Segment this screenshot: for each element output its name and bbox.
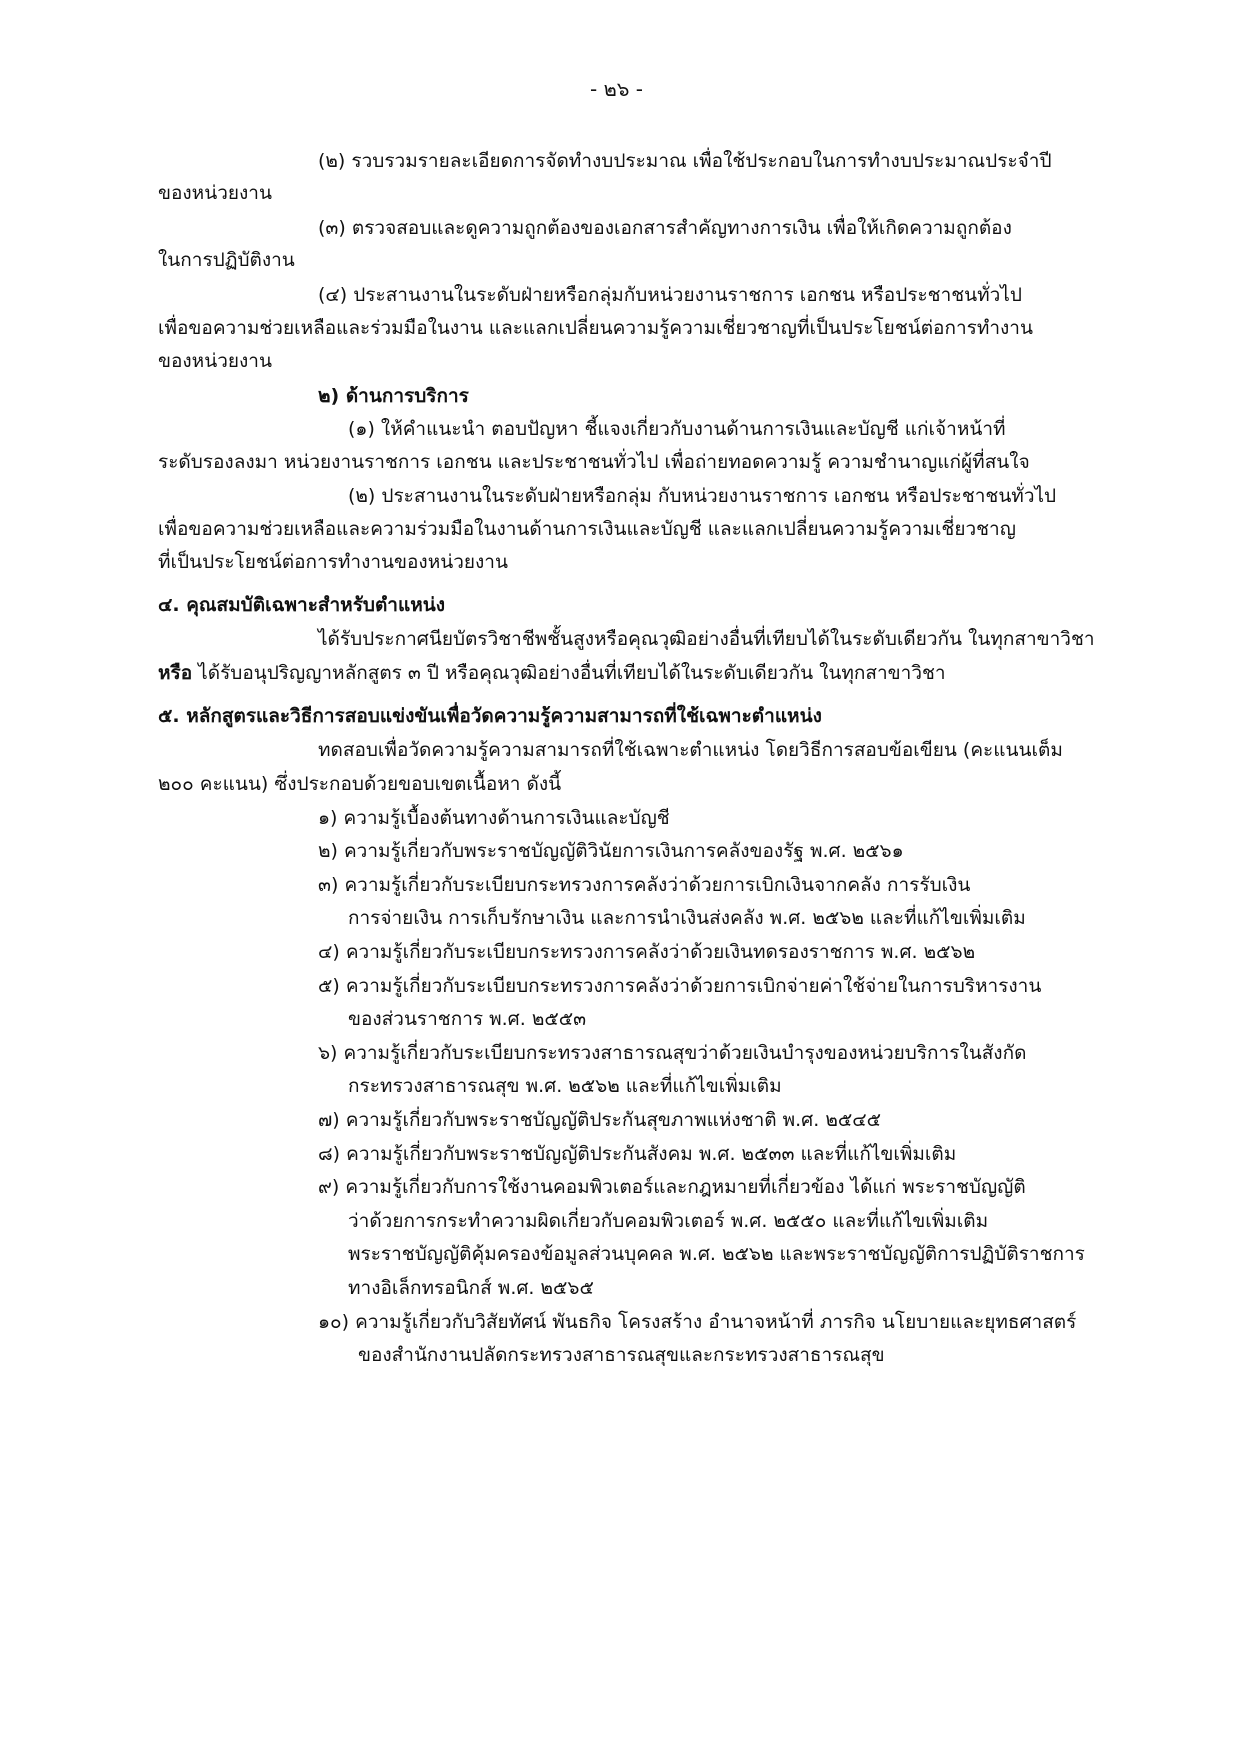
service-item-2-cont2: ที่เป็นประโยชน์ต่อการทำงานของหน่วยงาน (158, 551, 508, 573)
section4-heading: ๔. คุณสมบัติเฉพาะสำหรับตำแหน่ง (158, 594, 446, 616)
section4-line1: ได้รับประกาศนียบัตรวิชาชีพชั้นสูงหรือคุณวุฒิอย่างอื่นที่เทียบได้ในระดับเดียวกัน ในทุกสาขาวิชา (318, 628, 1095, 650)
exam-item-1: ๑) ความรู้เบื้องต้นทางด้านการเงินและบัญชี (318, 807, 670, 829)
exam-item-9-cont: ว่าด้วยการกระทำความผิดเกี่ยวกับคอมพิวเตอร์ พ.ศ. ๒๕๕๐ และที่แก้ไขเพิ่มเติม (348, 1210, 989, 1232)
exam-item-8: ๘) ความรู้เกี่ยวกับพระราชบัญญัติประกันสังคม พ.ศ. ๒๕๓๓ และที่แก้ไขเพิ่มเติม (318, 1143, 957, 1165)
exam-item-4: ๔) ความรู้เกี่ยวกับระเบียบกระทรวงการคลังว่าด้วยเงินทดรองราชการ พ.ศ. ๒๕๖๒ (318, 941, 976, 963)
exam-item-9-cont3: ทางอิเล็กทรอนิกส์ พ.ศ. ๒๕๖๕ (348, 1277, 594, 1299)
section4-line2 (158, 658, 946, 688)
page-number: - ๒๖ - (590, 77, 644, 101)
duty-item-2-cont: ของหน่วยงาน (158, 182, 272, 204)
exam-item-3-cont: การจ่ายเงิน การเก็บรักษาเงิน และการนำเงินส่งคลัง พ.ศ. ๒๕๖๒ และที่แก้ไขเพิ่มเติม (348, 907, 1026, 929)
exam-item-2: ๒) ความรู้เกี่ยวกับพระราชบัญญัติวินัยการเงินการคลังของรัฐ พ.ศ. ๒๕๖๑ (318, 840, 904, 862)
exam-item-6: ๖) ความรู้เกี่ยวกับระเบียบกระทรวงสาธารณสุขว่าด้วยเงินบำรุงของหน่วยบริการในสังกัด (318, 1042, 1027, 1064)
exam-item-5-cont: ของส่วนราชการ พ.ศ. ๒๕๕๓ (348, 1008, 587, 1030)
duty-item-4-cont: เพื่อขอความช่วยเหลือและร่วมมือในงาน และแลกเปลี่ยนความรู้ความเชี่ยวชาญที่เป็นประโยชน์ต่อการทำงาน (158, 317, 1033, 339)
section5-heading: ๕. หลักสูตรและวิธีการสอบแข่งขันเพื่อวัดความรู้ความสามารถที่ใช้เฉพาะตำแหน่ง (158, 705, 822, 727)
exam-item-5: ๕) ความรู้เกี่ยวกับระเบียบกระทรวงการคลังว่าด้วยการเบิกจ่ายค่าใช้จ่ายในการบริหารงาน (318, 975, 1042, 997)
service-item-1-cont: ระดับรองลงมา หน่วยงานราชการ เอกชน และประชาชนทั่วไป เพื่อถ่ายทอดความรู้ ความชำนาญแก่ผู้ที่สนใจ (158, 451, 1030, 473)
exam-item-3: ๓) ความรู้เกี่ยวกับระเบียบกระทรวงการคลังว่าด้วยการเบิกเงินจากคลัง การรับเงิน (318, 874, 971, 896)
exam-item-7: ๗) ความรู้เกี่ยวกับพระราชบัญญัติประกันสุขภาพแห่งชาติ พ.ศ. ๒๕๔๕ (318, 1109, 881, 1131)
section5-intro-1: ทดสอบเพื่อวัดความรู้ความสามารถที่ใช้เฉพาะตำแหน่ง โดยวิธีการสอบข้อเขียน (คะแนนเต็ม (318, 739, 1063, 761)
duty-item-2: (๒) รวบรวมรายละเอียดการจัดทำงบประมาณ เพื่อใช้ประกอบในการทำงบประมาณประจำปี (318, 150, 1052, 172)
service-heading: ๒) ด้านการบริการ (318, 385, 469, 407)
section5-intro-2: ๒๐๐ คะแนน) ซึ่งประกอบด้วยขอบเขตเนื้อหา ดังนี้ (158, 773, 562, 795)
exam-item-10-cont: ของสำนักงานปลัดกระทรวงสาธารณสุขและกระทรวงสาธารณสุข (358, 1344, 885, 1366)
duty-item-3: (๓) ตรวจสอบและดูความถูกต้องของเอกสารสำคัญทางการเงิน เพื่อให้เกิดความถูกต้อง (318, 217, 1012, 239)
service-item-2: (๒) ประสานงานในระดับฝ่ายหรือกลุ่ม กับหน่วยงานราชการ เอกชน หรือประชาชนทั่วไป (348, 485, 1057, 507)
duty-item-4-cont2: ของหน่วยงาน (158, 350, 272, 372)
exam-item-6-cont: กระทรวงสาธารณสุข พ.ศ. ๒๕๖๒ และที่แก้ไขเพิ่มเติม (348, 1075, 782, 1097)
exam-item-9-cont2: พระราชบัญญัติคุ้มครองข้อมูลส่วนบุคคล พ.ศ. ๒๕๖๒ และพระราชบัญญัติการปฏิบัติราชการ (348, 1243, 1085, 1265)
exam-item-9: ๙) ความรู้เกี่ยวกับการใช้งานคอมพิวเตอร์และกฎหมายที่เกี่ยวข้อง ได้แก่ พระราชบัญญัติ (318, 1176, 1026, 1198)
service-item-1: (๑) ให้คำแนะนำ ตอบปัญหา ชี้แจงเกี่ยวกับงานด้านการเงินและบัญชี แก่เจ้าหน้าที่ (348, 418, 1006, 440)
service-item-2-cont: เพื่อขอความช่วยเหลือและความร่วมมือในงานด้านการเงินและบัญชี และแลกเปลี่ยนความรู้ความเชี่ยวชาญ (158, 518, 1016, 540)
duty-item-3-cont: ในการปฏิบัติงาน (158, 249, 295, 271)
exam-item-10: ๑๐) ความรู้เกี่ยวกับวิสัยทัศน์ พันธกิจ โครงสร้าง อำนาจหน้าที่ ภารกิจ นโยบายและยุทธศาสตร์ (318, 1311, 1077, 1333)
section4-line2-text: ได้รับอนุปริญญาหลักสูตร ๓ ปี หรือคุณวุฒิอย่างอื่นที่เทียบได้ในระดับเดียวกัน ในทุกสาขาวิชา (192, 662, 946, 684)
duty-item-4: (๔) ประสานงานในระดับฝ่ายหรือกลุ่มกับหน่วยงานราชการ เอกชน หรือประชาชนทั่วไป (318, 284, 1022, 306)
or-word: หรือ (158, 662, 193, 684)
